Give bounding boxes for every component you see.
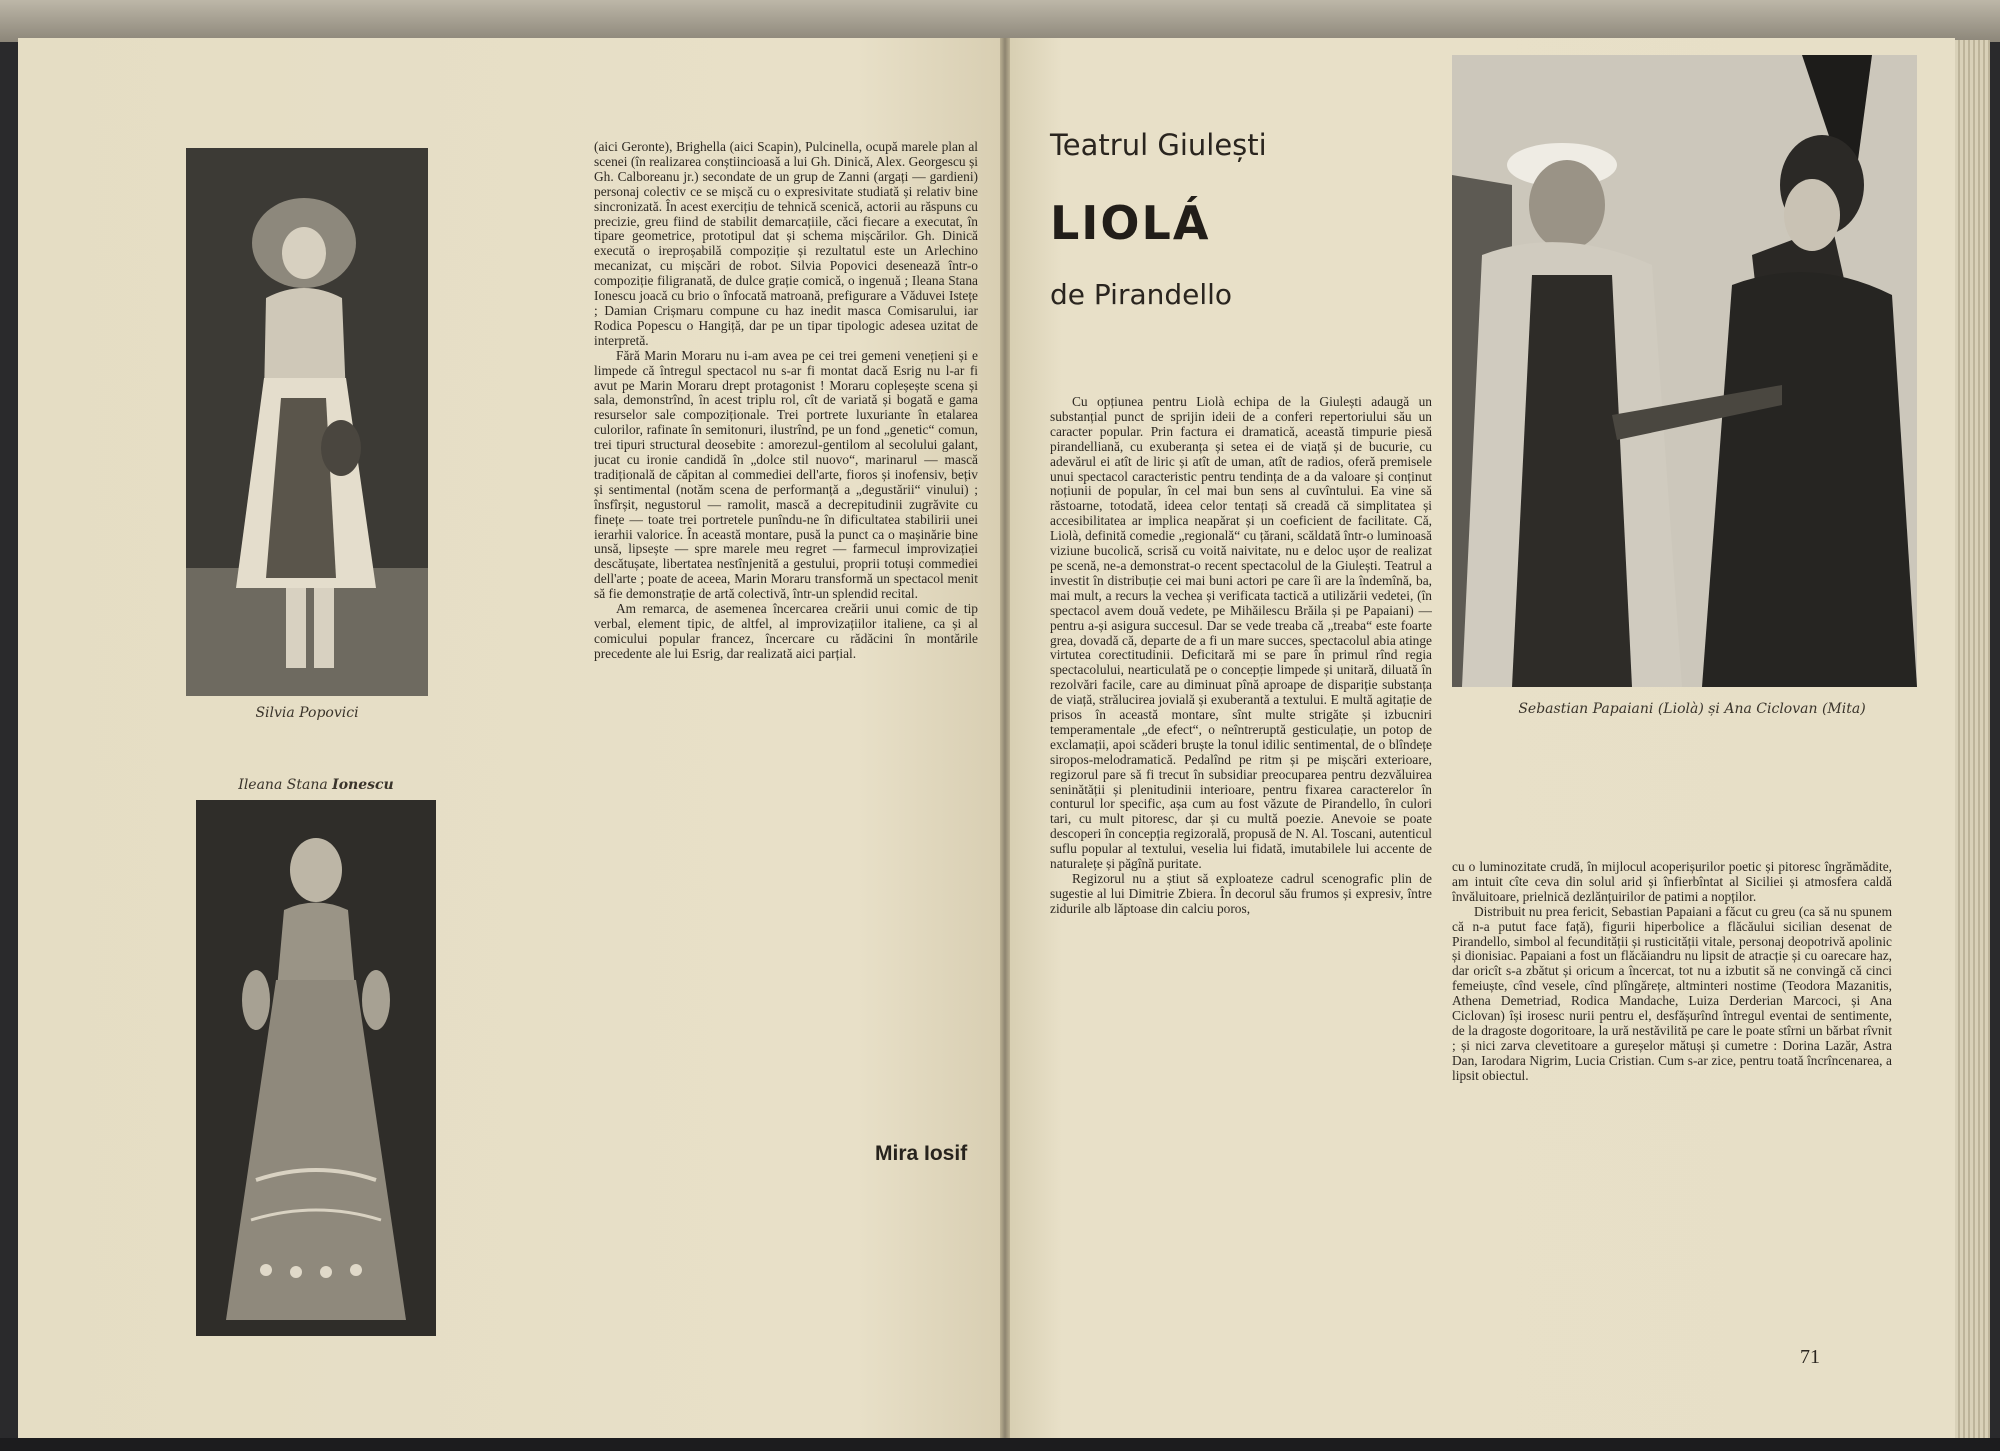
photo-silvia-popovici xyxy=(186,148,428,696)
caption-last-name: Ionescu xyxy=(332,777,394,793)
author-signature: Mira Iosif xyxy=(875,1142,968,1165)
paragraph: Am remarca, de asemenea încercarea creării unui comic de tip verbal, element tipic, de altfel, al improvizațiilor italiene, ca și al comicului popular francez, încercare cu rădăcini în montările precedente ale lui Esrig, dar realizată aici parțial. xyxy=(594,601,978,661)
theatre-name: Teatrul Giulești xyxy=(1050,128,1267,162)
book-gutter xyxy=(1000,38,1010,1438)
play-author: de Pirandello xyxy=(1050,278,1233,311)
photo-caption-liola: Sebastian Papaiani (Liolà) și Ana Ciclovan (Mita) xyxy=(1518,701,1866,717)
photo-papaiani-ciclovan xyxy=(1452,55,1917,687)
page-number: 71 xyxy=(1800,1346,1820,1368)
photo-caption-silvia: Silvia Popovici xyxy=(255,705,359,721)
paragraph: (aici Geronte), Brighella (aici Scapin), Pulcinella, ocupă marele plan al scenei (în realizarea conștiincioasă a lui Gh. Dinică, Alex. Georgescu și Gh. Calboreanu jr.) secondate de un grup de Zanni (argați — gardieni) personaj colectiv ce se mișcă cu o expresivitate studiată și relativ bine sincronizată. În acest exercițiu de tehnică scenică, actorii au răspuns cu precizie, greu fiind de stabilit demarcațiile, căci fiecare a executat, în tipare geometrice, prototipul dat și schema mișcărilor. Gh. Dinică execută o ireproșabilă compoziție și rezultatul este un Arlechino mecanizat, cu mișcări de robot. Silvia Popovici desenează într-o compoziție filigranată, de dulce grație comică, o ingenuă ; Ileana Stana Ionescu joacă cu brio o înfocată matroană, prefigurare a Văduvei Istețe ; Damian Crișmaru compune cu haz inedit masca Comisarului, iar Rodica Popescu o Hangiță, dar pe un tipar tipologic adesea uzitat de interpretă. xyxy=(594,140,978,348)
left-article-column xyxy=(594,140,978,1122)
book-cover-top xyxy=(0,0,2000,42)
paragraph: Distribuit nu prea fericit, Sebastian Papaiani a făcut cu greu (ca să nu spunem că n-a putut face față), figurii hiperbolice a flăcăului sicilian desenat de Pirandello, simbol al fecundității și rusticității vitale, personaj deopotrivă apolinic și dionisiac. Papaiani a fost un flăcăiandru nu lipsit de atracție și cu oarecare haz, dar oricît s-a zbătut și oricum a încercat, tot nu a izbutit să ne convingă că cinci femeiuște, cînd vesele, cînd plîngărețe, altminteri nostime (Teodora Mazanitis, Athena Demetriad, Rodica Mandache, Luiza Derderian Marcoci, și Ana Ciclovan) își irosesc nurii pentru el, desfășurînd întregul eventai de sentimente, de la dragoste dogoritoare, la ură nestăvilită pe care le poate stîrni un bărbat rîvnit ; și nici zarva clevetitoare a gureșelor mătuși și cumetre : Dorina Lazăr, Astra Dan, Iarodara Nigrim, Lucia Cristian. Cum s-ar zice, pentru toată încrîncenarea, a lipsit obiectul. xyxy=(1452,903,1892,1083)
paragraph: cu o luminozitate crudă, în mijlocul acoperișurilor poetic și pitoresc îngrămădite, am intuit cîte ceva din solul arid și înfierbîntat al Siciliei și atmosfera caldă învăluitoare, prielnică dezlănțuirilor de patimi a nopților. xyxy=(1452,860,1892,904)
right-article-column-2 xyxy=(1452,860,1892,1330)
play-title: LIOLÁ xyxy=(1050,196,1211,250)
right-article-column-1 xyxy=(1050,395,1432,1327)
book-cover-bottom xyxy=(0,1438,2000,1451)
photo-ileana-stana-ionescu xyxy=(196,800,436,1336)
page-edges xyxy=(1955,40,1990,1440)
paragraph: Regizorul nu a știut să exploateze cadrul scenografic plin de sugestie al lui Dimitrie Zbiera. În decorul său frumos și expresiv, între zidurile alb lăptoase din calciu poros, xyxy=(1050,871,1432,916)
caption-first-name: Ileana Stana xyxy=(238,777,328,793)
paragraph: Fără Marin Moraru nu i-am avea pe cei trei gemeni venețieni și e limpede că întregul spectacol nu s-ar fi montat dacă Esrig nu l-ar fi avut pe Marin Moraru drept protagonist ! Moraru copleșește scena și sala, demonstrînd, în acest triplu rol, cît de variată și bogată e gama resurselor sale compoziționale. Trei portrete luxuriante în etalarea culorilor, rafinate în semitonuri, ilustrînd, pe un fond „genetic“ comun, trei tipuri structural deosebite : amorezul-gentilom al secolului galant, jucat cu ironie candidă în „dolce stil nuovo“, marinarul — mască tradițională de căpitan al commediei dell'arte, fioros și inofensiv, bețiv și sentimental (notăm scena de performanță a „degustării“ vinului) ; însfîrșit, negustorul — ramolit, mască a decrepitudinii zugrăvite cu finețe — toate trei portretele punîndu-ne în dificultatea stabilirii unei ierarhii valorice. În această montare, pusă la punct ca o mașinărie bine unsă, lipsește — spre marele meu regret — farmecul improvizației descătușate, libertatea nestînjenită a gestului, proprii totuși commediei dell'arte ; poate de aceea, Marin Moraru transformă un spectacol menit să fie demonstrație de artă colectivă, într-un splendid recital. xyxy=(594,347,978,602)
paragraph: Cu opțiunea pentru Liolà echipa de la Giulești adaugă un substanțial punct de sprijin ideii de a conferi repertoriului său un caracter popular. Prin factura ei dramatică, această timpurie piesă pirandelliană, cu exuberanța și setea ei de viață și de bucurie, cu adevărul ei atît de liric și atît de uman, atît de radios, oferă premisele unui spectacol caracteristic pentru tendința de a da valoare și conținut noțiunii de popular, în cel mai bun sens al cuvîntului. Ea vine să răstoarne, totodată, ideea celor tentați să creadă că simplitatea și accesibilitatea ar implica neapărat și un coeficient de facilitate. Că, Liolà, definită comedie „regională“ cu țărani, scăldată într-o luminoasă viziune bucolică, scrisă cu voită naivitate, nu e deloc ușor de realizat pe scenă, ne-a demonstrat-o recent spectacolul de la Giulești. Teatrul a investit în distribuție cei mai buni actori pe care îi are la îndemînă, ba, mai mult, a recurs la vechea și verificata tactică a utilizării vedetei, (în spectacol avem două vedete, pe Mihăilescu Brăila și pe Papaiani) — pentru a-și asigura succesul. Dar se vede treaba că „treaba“ este foarte grea, dovadă că, departe de a fi un mare succes, spectacolul abia atinge virtutea corectitudinii. Deficitară mi se pare în primul rînd regia spectacolului, nearticulată pe o concepție limpede și unitară, diluată în rezolvări facile, care au diminuat pînă aproape de dispariție substanța de viață, strălucirea jovială și exuberantă a textului. E multă agitație de prisos în această montare, sînt multe strigăte și izbucniri temperamentale „de efect“, o neîntreruptă gesticulație, un potop de exclamații, apoi scăderi bruște la tonul idilic sentimental, de o blîndețe siropos-melodramatică. Pedalînd pe ritm și pe mișcări exterioare, regizorul pare să fi trecut în subsidiar preocuparea pentru dezvăluirea seninătății și plenitudinii interioare, pentru fixarea caracterelor în conturul lor specific, așa cum au fost văzute de Pirandello, în culori tari, cu mult pitoresc, dar și cu multă poezie. Anevoie se poate descoperi în concepția regizorală, propusă de N. Al. Toscani, autenticul suflu popular al textului, veselia lui fidată, imutabilele lui accente de naturalețe și păgînă puritate. xyxy=(1050,395,1432,872)
photo-caption-ileana xyxy=(196,776,436,794)
